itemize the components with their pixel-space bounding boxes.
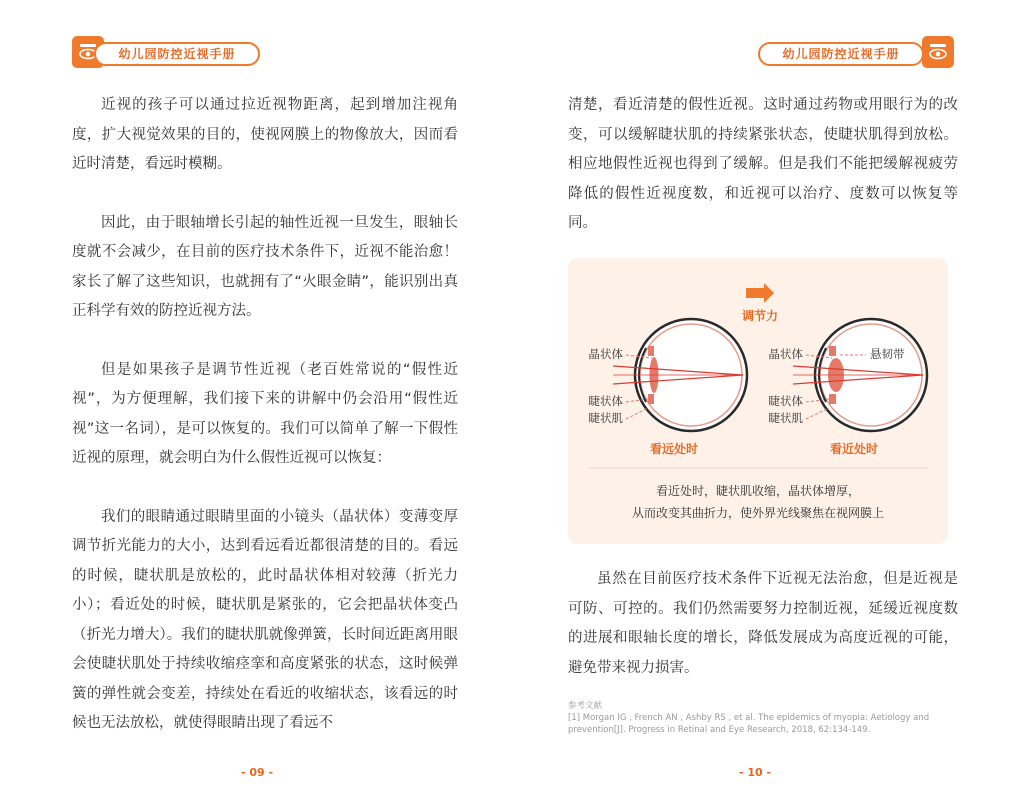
page-number: - 09 - xyxy=(241,766,274,779)
eye-icon xyxy=(922,36,954,68)
paragraph: 但是如果孩子是调节性近视（老百姓常说的“假性近视”，为方便理解，我们接下来的讲解中仍会沿用“假性近视”这一名词），是可以恢复的。我们可以简单了解一下假性近视的原理，就会明白为什么假性近视可以恢复： xyxy=(72,361,458,466)
figure-caption-line2: 从而改变其曲折力，使外界光线聚焦在视网膜上 xyxy=(631,506,884,520)
caption-far: 看远处时 xyxy=(649,442,699,456)
figure-caption-line1: 看近处时，睫状肌收缩，晶状体增厚， xyxy=(655,484,860,498)
label-lens-near: 晶状体 xyxy=(768,347,803,361)
paragraph: 清楚，看近清楚的假性近视。这时通过药物或用眼行为的改变，可以缓解睫状肌的持续紧张状态，使睫状肌得到放松。相应地假性近视也得到了缓解。但是我们不能把缓解视疲劳降低的假性近视度数，和近视可以治疗、度数可以恢复等同。 xyxy=(568,97,958,231)
header-tab-right xyxy=(758,36,954,70)
paragraph: 因此，由于眼轴增长引起的轴性近视一旦发生，眼轴长度就不会减少，在目前的医疗技术条件下，近视不能治愈！家长了解了这些知识，也就拥有了“火眼金睛”，能识别出真正科学有效的防控近视方法。 xyxy=(72,214,458,319)
reference-item: [1] Morgan IG , French AN , Ashby RS , et al. The epidemics of myopia: Aetiology and prevention[J]. Progress in Retinal and Eye Research, 2018, 62:134-149. xyxy=(568,713,930,735)
arrow-right-icon xyxy=(746,283,774,303)
right-body-text-top xyxy=(568,91,958,239)
page-number: - 10 - xyxy=(739,766,772,779)
references xyxy=(568,700,958,736)
label-lens-far: 晶状体 xyxy=(588,347,623,361)
label-ciliary-muscle-near: 睫状肌 xyxy=(768,411,803,425)
label-suspensory-near: 悬韧带 xyxy=(870,347,905,361)
eye-near xyxy=(793,319,927,431)
label-ciliary-body-near: 睫状体 xyxy=(768,394,803,408)
eye-far xyxy=(613,319,747,431)
eye-diagram xyxy=(568,258,948,488)
references-title: 参考文献 xyxy=(568,701,603,711)
header-tab-left xyxy=(72,36,268,70)
header-title: 幼儿园防控近视手册 xyxy=(758,42,924,66)
right-body-text-bottom xyxy=(568,565,958,683)
eye-accommodation-figure xyxy=(568,258,948,544)
arrow-label: 调节力 xyxy=(741,309,779,323)
paragraph: 近视的孩子可以通过拉近视物距离，起到增加注视角度，扩大视觉效果的目的，使视网膜上的物像放大，因而看近时清楚，看远时模糊。 xyxy=(72,97,458,172)
paragraph: 虽然在目前医疗技术条件下近视无法治愈，但是近视是可防、可控的。我们仍然需要努力控制近视，延缓近视度数的进展和眼轴长度的增长，降低发展成为高度近视的可能，避免带来视力损害。 xyxy=(568,571,958,676)
left-body-text xyxy=(72,91,458,739)
right-page xyxy=(512,0,1024,810)
caption-near: 看近处时 xyxy=(829,442,879,456)
header-title: 幼儿园防控近视手册 xyxy=(94,42,260,66)
label-ciliary-muscle-far: 睫状肌 xyxy=(588,411,623,425)
label-ciliary-body-far: 睫状体 xyxy=(588,394,623,408)
paragraph: 我们的眼睛通过眼睛里面的小镜头（晶状体）变薄变厚调节折光能力的大小，达到看远看近都很清楚的目的。看远的时候，睫状肌是放松的，此时晶状体相对较薄（折光力小）；看近处的时候，睫状肌是紧张的，它会把晶状体变凸（折光力增大）。我们的睫状肌就像弹簧，长时间近距离用眼会使睫状肌处于持续收缩痉挛和高度紧张的状态，这时候弹簧的弹性就会变差，持续处在看近的收缩状态，该看远的时候也无法放松，就使得眼睛出现了看远不 xyxy=(72,508,458,731)
